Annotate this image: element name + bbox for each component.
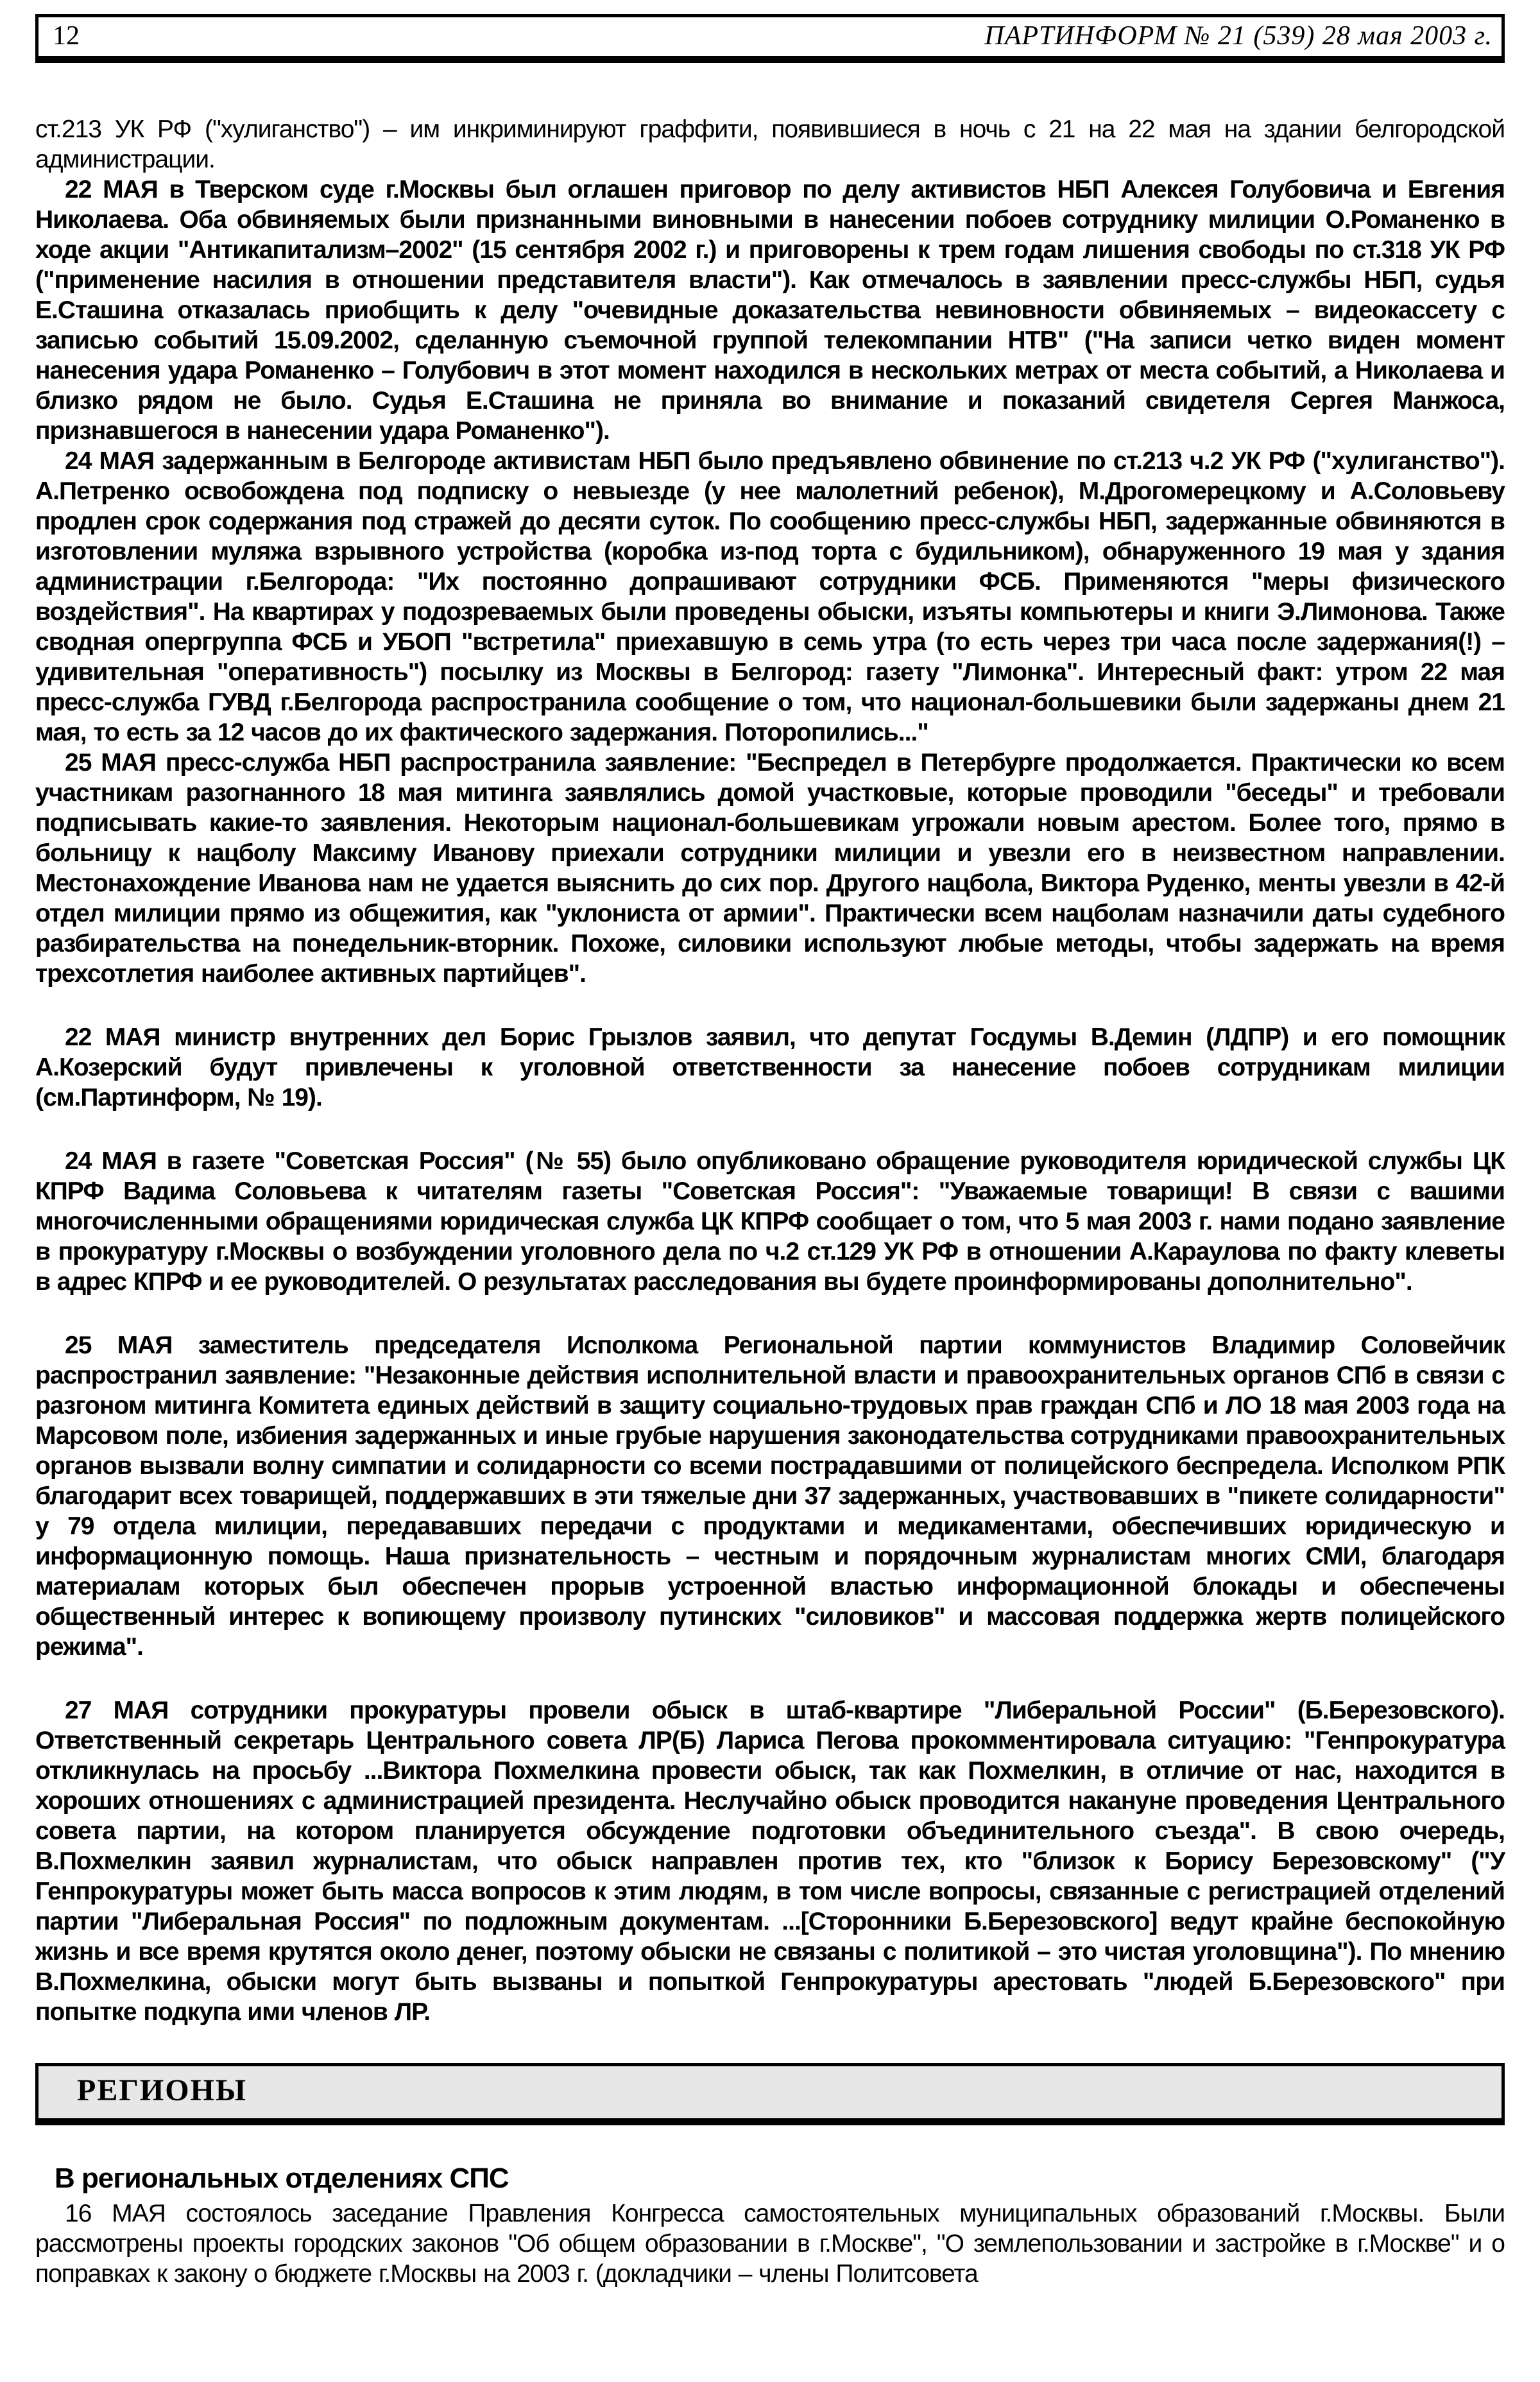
body-paragraph-25-may-nbp: 25 МАЯ пресс-служба НБП распространила заявление: "Беспредел в Петербурге продолжается. Практически ко всем участникам разогнанного 18 мая митинга заявлялись домой участковые, которые проводили "беседы" и требовали подписывать какие-то заявления. Некоторым национал-большевикам угрожали новым арестом. Более того, прямо в больницу к нацболу Максиму Иванову приехали сотрудники милиции и увезли его в неизвестном направлении. Местонахождение Иванова нам не удается выяснить до сих пор. Другого нацбола, Виктора Руденко, менты увезли в 42-й отдел милиции прямо из общежития, как "уклониста от армии". Практически всем нацболам назначили даты судебного разбирательства на понедельник-вторник. Похоже, силовики используют любые методы, чтобы задержать на время трехсотлетия наиболее активных партийцев". bbox=[35, 749, 1505, 988]
body-paragraph-27-may-liberal-russia: 27 МАЯ сотрудники прокуратуры провели обыск в штаб-квартире "Либеральной России" (Б.Березовского). Ответственный секретарь Центрального совета ЛР(Б) Лариса Пегова прокомментировала ситуацию: "Генпрокуратура откликнулась на просьбу ...Виктора Похмелкина провести обыск, так как Похмелкин, в отличие от нас, находится в хороших отношениях с администрацией президента. Неслучайно обыск проводится накануне проведения Центрального совета партии, на котором планируется обсуждение подготовки объединительного съезда". В свою очередь, В.Похмелкин заявил журналистам, что обыск направлен против тех, кто "близок к Борису Березовскому" ("У Генпрокуратуры может быть масса вопросов к этим людям, в том числе вопросы, связанные с регистрацией отделений партии "Либеральная Россия" по подложным документам. ...[Сторонники Б.Березовского] ведут крайне беспокойную жизнь и все время крутятся около денег, поэтому обыски не связаны с политикой – это чистая уголовщина"). По мнению В.Похмелкина, обыски могут быть вызваны и попыткой Генпрокуратуры арестовать "людей Б.Березовского" при попытке подкупа ими членов ЛР. bbox=[35, 1697, 1505, 2026]
body-paragraph-22-may-court: 22 МАЯ в Тверском суде г.Москвы был оглашен приговор по делу активистов НБП Алексея Голубовича и Евгения Николаева. Оба обвиняемых были признанными виновными в нанесении побоев сотруднику милиции О.Романенко в ходе акции "Антикапитализм–2002" (15 сентября 2002 г.) и приговорены к трем годам лишения свободы по ст.318 УК РФ ("применение насилия в отношении представителя власти"). Как отмечалось в заявлении пресс-службы НБП, судья Е.Сташина отказалась приобщить к делу "очевидные доказательства невиновности обвиняемых – видеокассету с записью событий 15.09.2002, сделанную съемочной группой телекомпании НТВ" ("На записи четко виден момент нанесения удара Романенко – Голубович в этот момент находился в нескольких метрах от места событий, а Николаева и близко рядом не было. Судья Е.Сташина не приняла во внимание и показаний свидетеля Сергея Манжоса, признавшегося в нанесении удара Романенко"). bbox=[35, 176, 1505, 445]
regions-paragraph-16-may: 16 МАЯ состоялось заседание Правления Конгресса самостоятельных муниципальных образований г.Москвы. Были рассмотрены проекты городских законов "Об общем образовании в г.Москве", "О землепользовании и застройке в г.Москве" и о поправках к закону о бюджете г.Москвы на 2003 г. (докладчики – члены Политсовета bbox=[35, 2200, 1505, 2288]
page-number: 12 bbox=[53, 21, 80, 51]
article-body bbox=[35, 114, 1505, 2027]
running-head bbox=[35, 14, 1505, 63]
subsection-title-sps: В региональных отделениях СПС bbox=[55, 2163, 509, 2195]
body-paragraph-25-may-rpk: 25 МАЯ заместитель председателя Исполкома Региональной партии коммунистов Владимир Соловейчик распространил заявление: "Незаконные действия исполнительной власти и правоохранительных органов СПб в связи с разгоном митинга Комитета единых действий в защиту социально-трудовых прав граждан СПб и ЛО 18 мая 2003 года на Марсовом поле, избиения задержанных и иные грубые нарушения законодательства сотрудниками правоохранительных органов вызвали волну симпатии и солидарности со всеми пострадавшими от полицейского беспредела. Исполком РПК благодарит всех товарищей, поддержавших в эти тяжелые дни 37 задержанных, участвовавших в "пикете солидарности" у 79 отдела милиции, передававших передачи с продуктами и медикаментами, обеспечивших юридическую и информационную помощь. Наша признательность – честным и порядочным журналистам многих СМИ, благодаря материалам которых был обеспечен прорыв устроенной властью информационной блокады и обеспечены общественный интерес к вопиющему произволу путинских "силовиков" и массовая поддержка жертв полицейского режима". bbox=[35, 1332, 1505, 1661]
body-paragraph-24-may-sovrossiya: 24 МАЯ в газете "Советская Россия" (№ 55) было опубликовано обращение руководителя юридической службы ЦК КПРФ Вадима Соловьева к читателям газеты "Советская Россия": "Уважаемые товарищи! В связи с вашими многочисленными обращениями юридическая служба ЦК КПРФ сообщает о том, что 5 мая 2003 г. нами подано заявление в прокуратуру г.Москвы о возбуждении уголовного дела по ч.2 ст.129 УК РФ в отношении А.Караулова по факту клеветы в адрес КПРФ и ее руководителей. О результатах расследования вы будете проинформированы дополнительно". bbox=[35, 1147, 1505, 1296]
body-paragraph-22-may-gryzlov: 22 МАЯ министр внутренних дел Борис Грызлов заявил, что депутат Госдумы В.Демин (ЛДПР) и его помощник А.Козерский будут привлечены к уголовной ответственности за нанесение побоев сотрудникам милиции (см.Партинформ, № 19). bbox=[35, 1024, 1505, 1112]
masthead-title: ПАРТИНФОРМ № 21 (539) 28 мая 2003 г. bbox=[984, 21, 1493, 51]
regions-section-body bbox=[35, 2198, 1505, 2289]
body-paragraph-24-may-belgorod: 24 МАЯ задержанным в Белгороде активистам НБП было предъявлено обвинение по ст.213 ч.2 УК РФ ("хулиганство"). А.Петренко освобождена под подписку о невыезде (у нее малолетний ребенок), М.Дрогомерецкому и А.Соловьеву продлен срок содержания под стражей до десяти суток. По сообщению пресс-службы НБП, задержанные обвиняются в изготовлении муляжа взрывного устройства (коробка из-под торта с будильником), обнаруженного 19 мая у здания администрации г.Белгорода: "Их постоянно допрашивают сотрудники ФСБ. Применяются "меры физического воздействия". На квартирах у подозреваемых были проведены обыски, изъяты компьютеры и книги Э.Лимонова. Также сводная опергруппа ФСБ и УБОП "встретила" приехавшую в семь утра (то есть через три часа после задержания(!) – удивительная "оперативность") посылку из Москвы в Белгород: газету "Лимонка". Интересный факт: утром 22 мая пресс-служба ГУВД г.Белгорода распространила сообщение о том, что национал-большевики были задержаны днем 21 мая, то есть за 12 часов до их фактического задержания. Поторопились..." bbox=[35, 447, 1505, 747]
body-paragraph-continuation: ст.213 УК РФ ("хулиганство") – им инкриминируют граффити, появившиеся в ночь с 21 на 22 мая на здании белгородской администрации. bbox=[35, 116, 1505, 174]
section-title: РЕГИОНЫ bbox=[77, 2073, 248, 2108]
section-header-regions bbox=[35, 2063, 1505, 2125]
